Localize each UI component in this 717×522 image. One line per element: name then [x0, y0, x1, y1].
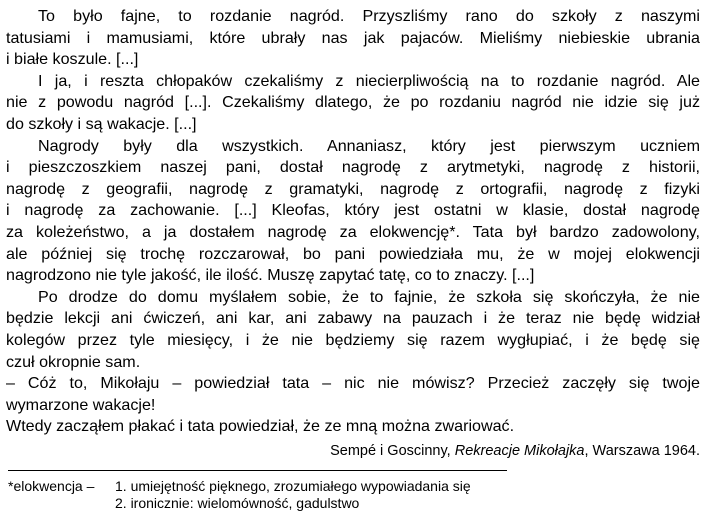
source-publication: , Warszawa 1964. [584, 443, 700, 459]
paragraph-3-line-5: za koleżeństwo, a ja dostałem nagrodę za elokwencję*. Tata był bardzo zadowolony, [6, 222, 700, 241]
paragraph-2-line-1: I ja, i reszta chłopaków czekaliśmy z niecierpliwością na to rozdanie nagród. Ale [38, 71, 700, 90]
dialogue-line-3: Wtedy zacząłem płakać i tata powiedział, że ze mną można zwariować. [6, 417, 515, 436]
footnote-row-1 [8, 478, 528, 495]
footnote-term: *elokwencja – [8, 478, 95, 494]
paragraph-3-line-6: ale później się trochę rozczarował, bo pani powiedziała mu, że w mojej elokwencji [6, 244, 700, 263]
paragraph-3-line-7: nagrodzono nie tyle jakość, ile ilość. Muszę zapytać tatę, co to znaczy. [...] [6, 266, 535, 285]
source-authors: Sempé i Goscinny, [330, 443, 455, 459]
footnote-row-2 [8, 495, 528, 512]
source-title: Rekreacje Mikołajka [454, 443, 585, 459]
paragraph-4-line-2: będzie lekcji ani ćwiczeń, ani kar, ani zabawy na pauzach i że teraz nie będę widział [6, 309, 700, 328]
paragraph-2-line-3: do szkoły i są wakacje. [...] [6, 114, 197, 133]
dialogue-line-1: – Cóż to, Mikołaju – powiedział tata – nic nie mówisz? Przecież zaczęły się twoje [6, 374, 700, 393]
paragraph-3-line-4: i nagrodę za zachowanie. [...] Kleofas, który jest ostatni w klasie, dostał nagrodę [6, 201, 700, 220]
source-citation [6, 442, 700, 460]
paragraph-4-line-3: kolegów przez tyle miesięcy, i że nie będziemy się razem wygłupiać, i że będę się [6, 330, 700, 349]
paragraph-4-line-1: Po drodze do domu myślałem sobie, że to fajnie, że szkoła się skończyła, że nie [38, 287, 700, 306]
story-excerpt [6, 6, 700, 438]
footnote-definition-2: 2. ironicznie: wielomówność, gadulstwo [115, 495, 360, 511]
paragraph-4-line-4: czuł okropnie sam. [6, 352, 141, 371]
footnote [8, 478, 528, 512]
footnote-divider [8, 470, 507, 471]
paragraph-3-line-3: nagrodę z geografii, nagrodę z gramatyki, nagrodę z ortografii, nagrodę z fizyki [6, 179, 700, 198]
footnote-definition-1: 1. umiejętność pięknego, zrozumiałego wypowiadania się [115, 478, 471, 494]
paragraph-1-line-2: tatusiami i mamusiami, które ubrały nas jak pajaców. Mieliśmy niebieskie ubrania [6, 28, 700, 47]
paragraph-1-line-1: To było fajne, to rozdanie nagród. Przyszliśmy rano do szkoły z naszymi [38, 7, 700, 25]
paragraph-3-line-2: i pieszczoszkiem naszej pani, dostał nagrodę z arytmetyki, nagrodę z historii, [6, 158, 700, 177]
paragraph-2-line-2: nie z powodu nagród [...]. Czekaliśmy dlatego, że po rozdaniu nagród nie idzie się już [6, 93, 700, 112]
paragraph-3-line-1: Nagrody były dla wszystkich. Annaniasz, który jest pierwszym uczniem [38, 136, 700, 155]
dialogue-line-2: wymarzone wakacje! [6, 395, 156, 414]
paragraph-1-line-3: i białe koszule. [...] [6, 50, 139, 69]
